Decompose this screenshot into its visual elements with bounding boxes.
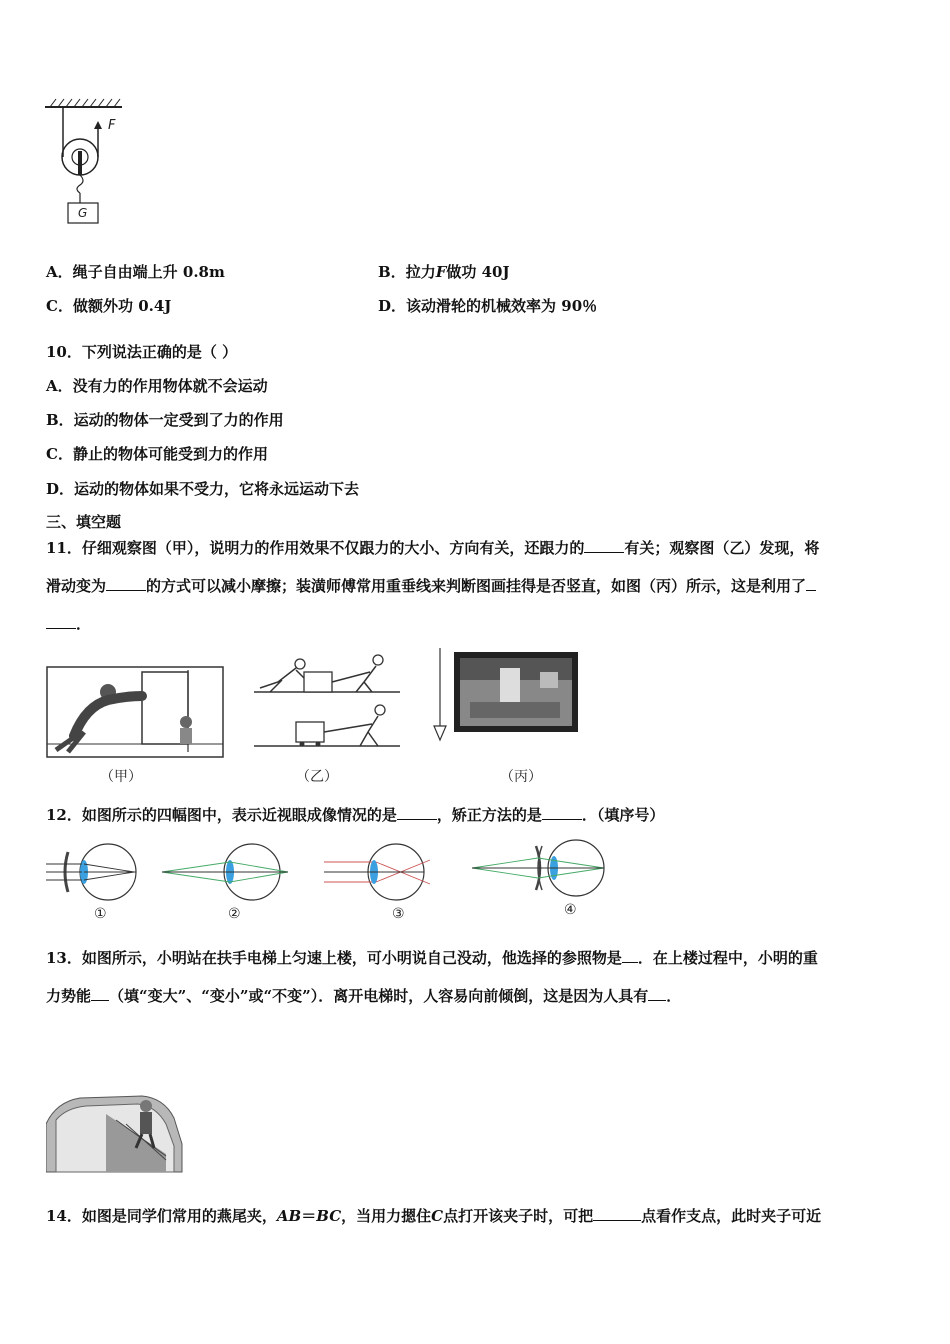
eye-label-2: ②: [228, 906, 241, 922]
q9-option-a[interactable]: A．绳子自由端上升 0.8m: [46, 263, 225, 281]
eye-diagram-1: [46, 842, 146, 902]
eye-label-3: ③: [392, 906, 405, 922]
figure-jia-door-push: [46, 666, 224, 758]
q10-option-b[interactable]: B．运动的物体一定受到了力的作用: [46, 411, 284, 429]
q11-line1: 11．仔细观察图（甲），说明力的作用效果不仅跟力的大小、方向有关，还跟力的 有关；观察图（乙）发现，将: [46, 539, 820, 557]
escalator-figure: [46, 1084, 184, 1174]
q12-text: 12．如图所示的四幅图中，表示近视眼成像情况的是 ，矫正方法的是 ．（填序号）: [46, 806, 665, 824]
q12-blank-1[interactable]: [397, 805, 437, 820]
q9-option-d[interactable]: D．该动滑轮的机械效率为 90％: [378, 297, 598, 315]
eye-label-4: ④: [564, 902, 577, 918]
q13-blank-3[interactable]: [648, 986, 666, 1001]
q13-line1: 13．如图所示，小明站在扶手电梯上匀速上楼，可小明说自己没动，他选择的参照物是 ．在上楼过程中，小明的重: [46, 949, 818, 967]
q10-option-d[interactable]: D．运动的物体如果不受力，它将永远运动下去: [46, 480, 360, 498]
q11-blank-3a[interactable]: [806, 576, 816, 591]
eye-diagram-3: [322, 842, 437, 902]
eye-diagram-2: [160, 842, 290, 902]
caption-bing: （丙）: [500, 769, 542, 785]
q10-option-c[interactable]: C．静止的物体可能受到力的作用: [46, 445, 268, 463]
q14-text: 14．如图是同学们常用的燕尾夹，AB＝BC，当用力摁住C点打开该夹子时，可把 点看作支点，此时夹子可近: [46, 1207, 822, 1225]
q11-blank-1[interactable]: [584, 538, 624, 553]
q11-line2: 滑动变为 的方式可以减小摩擦；装潢师傅常用重垂线来判断图画挂得是否竖直，如图（丙）所示，这是利用了: [46, 576, 816, 596]
q12-blank-2[interactable]: [542, 805, 582, 820]
q10-stem: 10．下列说法正确的是（ ）: [46, 343, 238, 361]
q11-blank-2[interactable]: [106, 576, 146, 591]
figure-bing-plumb-line: [430, 644, 580, 744]
caption-jia: （甲）: [100, 769, 142, 785]
q9-option-b[interactable]: B．拉力F做功 40J: [378, 263, 510, 281]
q13-line2: 力势能 （填“变大”、“变小”或“不变”）．离开电梯时，人容易向前倾倒，这是因为人具有 ．: [46, 987, 682, 1005]
eye-diagram-4: [470, 838, 610, 900]
weight-label: G: [78, 206, 88, 220]
eye-label-1: ①: [94, 906, 107, 922]
q11-line3: ．: [46, 614, 91, 634]
caption-yi: （乙）: [296, 769, 338, 785]
q14-blank-1[interactable]: [593, 1206, 641, 1221]
q11-blank-3b[interactable]: [46, 614, 76, 629]
q13-blank-2[interactable]: [91, 986, 109, 1001]
q9-option-c[interactable]: C．做额外功 0.4J: [46, 297, 172, 315]
figure-yi-box-drag: [252, 652, 402, 752]
force-label: F: [108, 118, 116, 133]
section-title: 三、填空题: [46, 513, 122, 531]
q13-blank-1[interactable]: [622, 948, 638, 963]
q10-option-a[interactable]: A．没有力的作用物体就不会运动: [46, 377, 268, 395]
